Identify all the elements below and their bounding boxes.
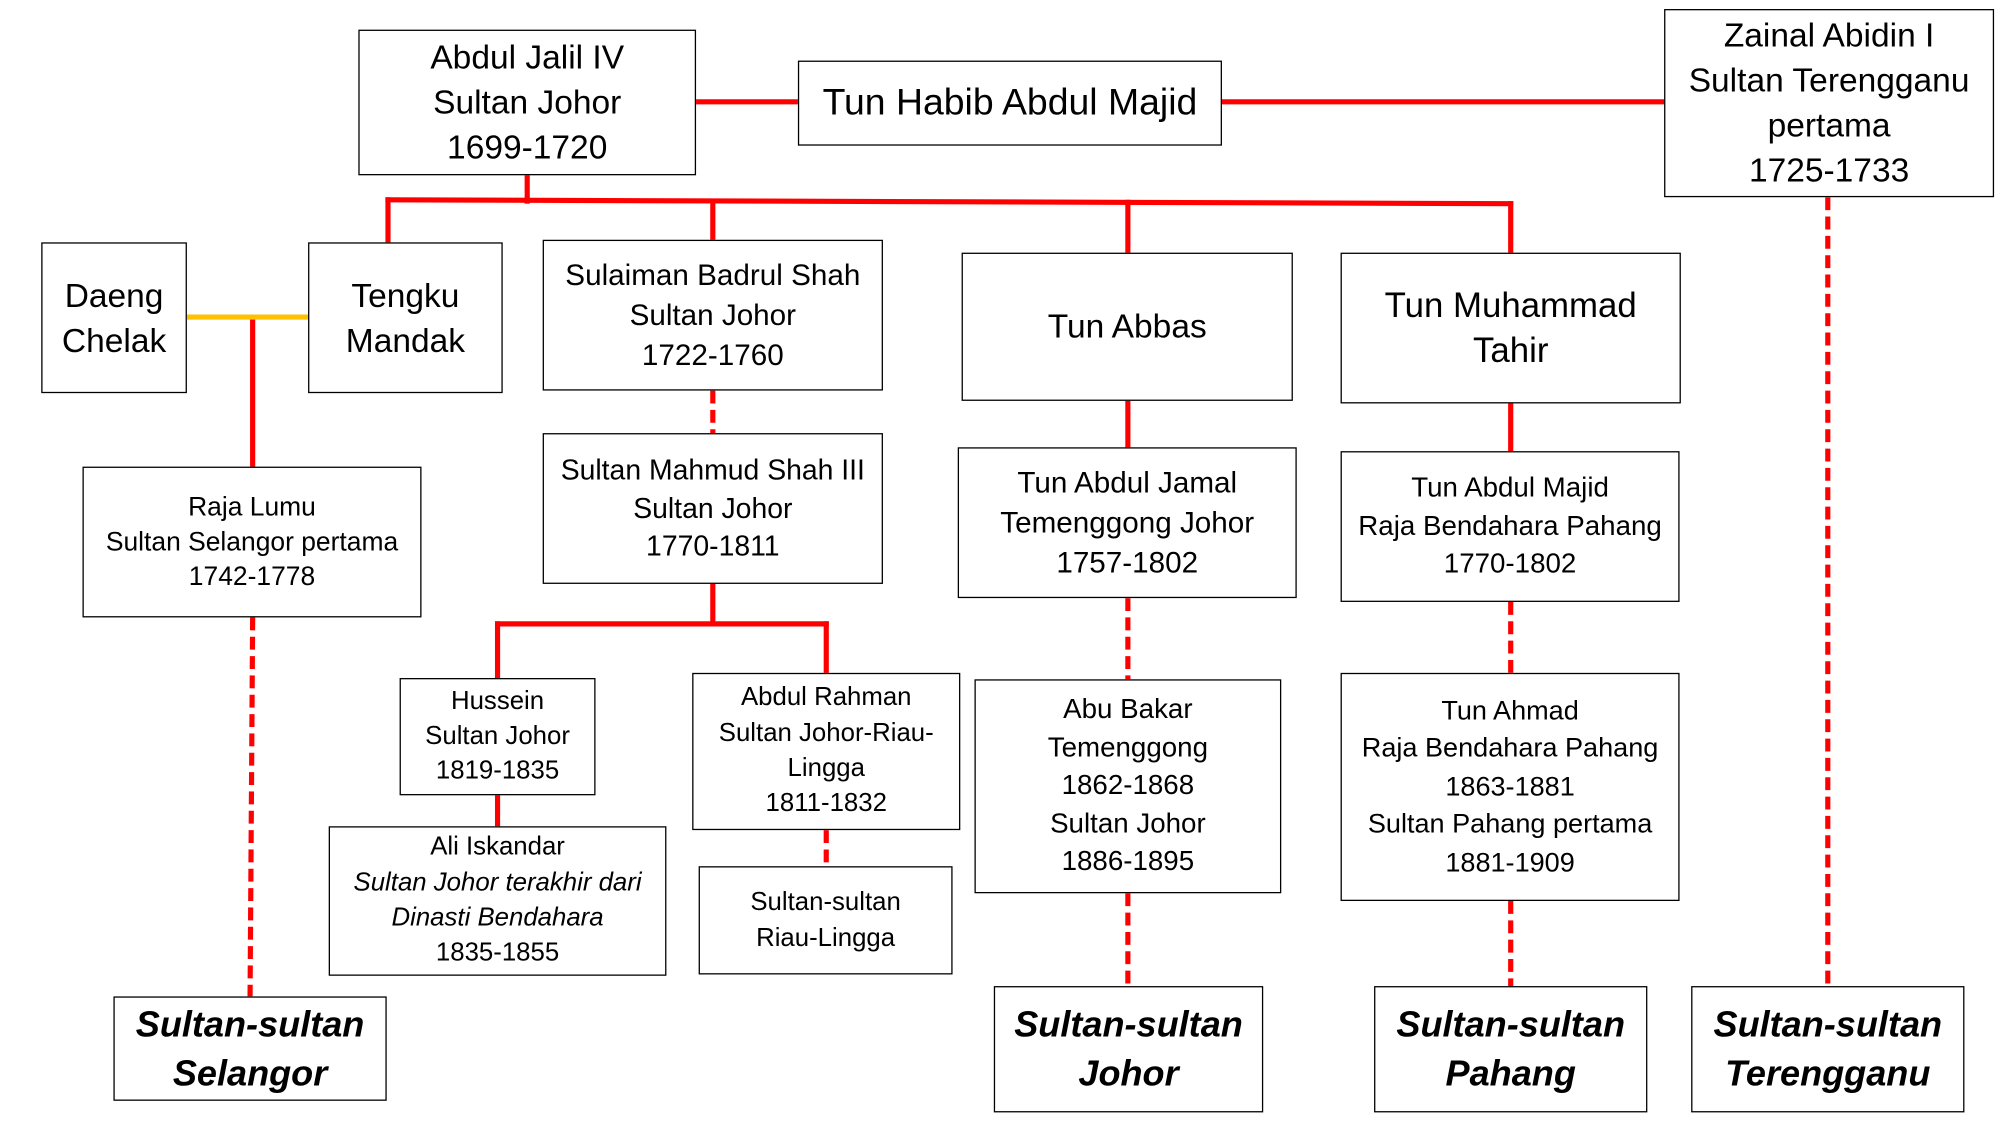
person-tun-ahmad bbox=[1341, 673, 1680, 901]
person-zainal-abidin-i bbox=[1664, 9, 1994, 197]
person-name: Abdul Jalil IV bbox=[430, 37, 625, 77]
dynasty-label: Terengganu bbox=[1725, 1053, 1931, 1094]
person-title: Sultan Johor bbox=[433, 82, 622, 122]
reign-years: 1886-1895 bbox=[1061, 845, 1195, 877]
reign-years: 1770-1811 bbox=[646, 530, 780, 563]
dashed-line-raja-lumu-to-selangor bbox=[250, 617, 253, 996]
reign-years: 1742-1778 bbox=[188, 562, 316, 592]
person-name: Tun Abdul Jamal bbox=[1017, 465, 1238, 499]
person-tun-abbas bbox=[962, 253, 1293, 401]
person-name: Tun Abbas bbox=[1047, 306, 1207, 346]
person-title: Sultan Johor-Riau- bbox=[718, 718, 934, 748]
dynasty-label: Sultan-sultan bbox=[750, 888, 901, 917]
person-name: Daeng bbox=[64, 275, 164, 314]
person-title: Sultan Johor bbox=[629, 297, 797, 332]
person-name: Tengku bbox=[351, 275, 460, 314]
person-name: Tun Ahmad bbox=[1441, 695, 1579, 726]
reign-years: 1862-1868 bbox=[1061, 769, 1195, 801]
person-abu-bakar bbox=[974, 679, 1281, 893]
person-name: Mandak bbox=[345, 320, 466, 359]
person-title: Raja Bendahara Pahang bbox=[1361, 733, 1659, 764]
dynasty-sultans-johor bbox=[994, 986, 1263, 1112]
person-title: Sultan Terengganu bbox=[1688, 60, 1970, 100]
person-title: Sultan Selangor pertama bbox=[105, 527, 399, 557]
person-daeng-chelak bbox=[41, 242, 187, 393]
person-title: Sultan Johor bbox=[1050, 807, 1206, 839]
person-name: Ali Iskandar bbox=[430, 833, 565, 862]
person-title: Temenggong Johor bbox=[1000, 505, 1255, 539]
person-title: Dinasti Bendahara bbox=[391, 903, 604, 932]
person-tun-muhammad-tahir bbox=[1341, 253, 1681, 404]
person-title: Sultan Pahang pertama bbox=[1367, 809, 1653, 840]
person-name: Abu Bakar bbox=[1063, 693, 1193, 725]
person-name: Sultan Mahmud Shah III bbox=[560, 454, 865, 487]
person-raja-lumu bbox=[82, 467, 421, 618]
reign-years: 1725-1733 bbox=[1748, 150, 1910, 190]
person-name: Tun Abdul Majid bbox=[1411, 472, 1609, 504]
person-hussein bbox=[400, 678, 596, 795]
person-name: Chelak bbox=[61, 320, 167, 359]
sultans-riau-lingga-box bbox=[699, 866, 953, 974]
person-name: Tahir bbox=[1472, 330, 1549, 370]
person-title: Raja Bendahara Pahang bbox=[1358, 510, 1662, 542]
person-sulaiman-badrul-shah bbox=[543, 240, 883, 391]
person-name: Raja Lumu bbox=[188, 492, 316, 523]
dynasty-label: Sultan-sultan bbox=[1396, 1004, 1626, 1045]
person-ali-iskandar bbox=[329, 826, 667, 976]
person-tengku-mandak bbox=[308, 242, 503, 393]
reign-years: 1819-1835 bbox=[435, 756, 560, 786]
reign-years: 1811-1832 bbox=[765, 789, 887, 818]
person-name: Sulaiman Badrul Shah bbox=[565, 257, 861, 292]
dynasty-label: Sultan-sultan bbox=[135, 1003, 365, 1044]
dynasty-label: Sultan-sultan bbox=[1713, 1004, 1943, 1045]
person-abdul-rahman bbox=[692, 673, 960, 830]
dynasty-label: Selangor bbox=[172, 1052, 328, 1093]
person-name: Zainal Abidin I bbox=[1723, 15, 1935, 55]
person-name: Tun Habib Abdul Majid bbox=[822, 81, 1198, 124]
person-title: pertama bbox=[1767, 105, 1891, 145]
person-name: Hussein bbox=[450, 686, 545, 715]
dynasty-sultans-pahang bbox=[1374, 986, 1647, 1112]
dynasty-label: Riau-Lingga bbox=[756, 924, 896, 953]
dynasty-label: Johor bbox=[1078, 1053, 1179, 1094]
person-name: Tun Muhammad bbox=[1384, 285, 1637, 325]
dynasty-label: Pahang bbox=[1445, 1053, 1576, 1094]
reign-years: 1881-1909 bbox=[1445, 847, 1575, 878]
person-tun-abdul-jamal bbox=[958, 447, 1297, 598]
person-title: Sultan Johor bbox=[633, 492, 793, 525]
person-title: Sultan Johor terakhir dari bbox=[353, 868, 642, 897]
person-tun-abdul-majid bbox=[1341, 451, 1680, 602]
person-sultan-mahmud-shah-iii bbox=[543, 433, 883, 584]
reign-years: 1699-1720 bbox=[447, 127, 608, 167]
dynasty-sultans-terengganu bbox=[1691, 986, 1964, 1112]
children-bus-line bbox=[388, 200, 1511, 204]
dynasty-sultans-selangor bbox=[113, 996, 386, 1100]
person-title: Lingga bbox=[787, 754, 865, 783]
reign-years: 1770-1802 bbox=[1443, 548, 1577, 580]
person-title: Temenggong bbox=[1047, 731, 1208, 763]
person-abdul-jalil-iv bbox=[358, 30, 696, 176]
dynasty-label: Sultan-sultan bbox=[1014, 1004, 1243, 1045]
reign-years: 1757-1802 bbox=[1056, 545, 1199, 579]
reign-years: 1722-1760 bbox=[641, 337, 784, 372]
reign-years: 1835-1855 bbox=[435, 938, 560, 968]
person-title: Sultan Johor bbox=[425, 721, 570, 750]
reign-years: 1863-1881 bbox=[1445, 771, 1575, 802]
person-tun-habib-abdul-majid bbox=[798, 61, 1222, 146]
person-name: Abdul Rahman bbox=[740, 683, 912, 713]
